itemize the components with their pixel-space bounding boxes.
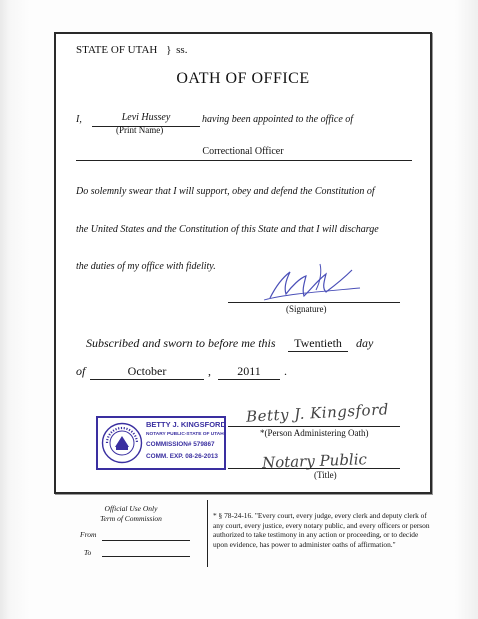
name-caption: (Print Name)	[116, 125, 164, 135]
from-label: From	[80, 530, 97, 539]
title-signature: Notary Public	[261, 450, 368, 472]
notary-expiration: COMM. EXP. 08-26-2013	[146, 453, 218, 460]
document-title: OATH OF OFFICE	[176, 70, 310, 87]
of-label: of	[76, 364, 86, 378]
administering-line	[228, 426, 400, 427]
lower-divider	[207, 500, 208, 567]
from-line	[102, 540, 190, 541]
oath-form-frame	[54, 32, 432, 494]
signature-caption: (Signature)	[286, 304, 327, 314]
state-label: STATE OF UTAH	[76, 44, 158, 56]
title-line	[228, 468, 400, 469]
appointment-suffix: having been appointed to the office of	[202, 114, 354, 125]
oath-line-1: Do solemnly swear that I will support, obey and defend the Constitution of	[76, 186, 375, 197]
administering-signature: Betty J. Kingsford	[245, 400, 390, 426]
to-line	[102, 556, 190, 557]
year-value: 2011	[237, 364, 261, 378]
bracket-mark: }	[166, 44, 172, 56]
date-comma: ,	[208, 364, 211, 378]
state-header	[76, 44, 187, 56]
statute-footnote: * § 78-24-16. "Every court, every judge, every clerk and deputy clerk of any court, every justice, every notary public, and every officers or person authorized to take testimony in any action or proceeding, or to decide upon evidence, has power to administer oaths of affirmation."	[213, 511, 430, 549]
jurat-line-1-prefix: Subscribed and sworn to before me this	[86, 336, 276, 350]
oath-line-3: the duties of my office with fidelity.	[76, 261, 216, 272]
ss-label: ss.	[176, 44, 188, 56]
to-label: To	[84, 548, 92, 557]
name-value: Levi Hussey	[121, 112, 171, 123]
day-value: Twentieth	[294, 336, 342, 350]
signature-line	[228, 302, 400, 303]
month-value: October	[127, 364, 167, 378]
notary-state-line: NOTARY PUBLIC-STATE OF UTAH	[146, 432, 224, 437]
title-caption: (Title)	[314, 470, 337, 480]
affiant-signature	[256, 258, 366, 304]
jurat-line-1-suffix: day	[356, 336, 374, 350]
administering-caption: *(Person Administering Oath)	[260, 428, 369, 438]
official-use-heading: Official Use Only	[104, 504, 158, 513]
month-field	[90, 364, 204, 380]
notary-name: BETTY J. KINGSFORD	[146, 420, 226, 429]
date-period: .	[284, 364, 287, 378]
notary-commission: COMMISSION# 579867	[146, 441, 215, 448]
notary-seal-icon	[101, 422, 143, 464]
office-value: Correctional Officer	[202, 146, 284, 157]
day-field	[288, 336, 348, 352]
notary-stamp	[96, 416, 226, 470]
term-heading: Term of Commission	[100, 514, 162, 523]
appointment-prefix: I,	[76, 114, 82, 125]
office-underline	[76, 160, 412, 161]
year-field	[218, 364, 280, 380]
oath-line-2: the United States and the Constitution of this State and that I will discharge	[76, 224, 379, 235]
